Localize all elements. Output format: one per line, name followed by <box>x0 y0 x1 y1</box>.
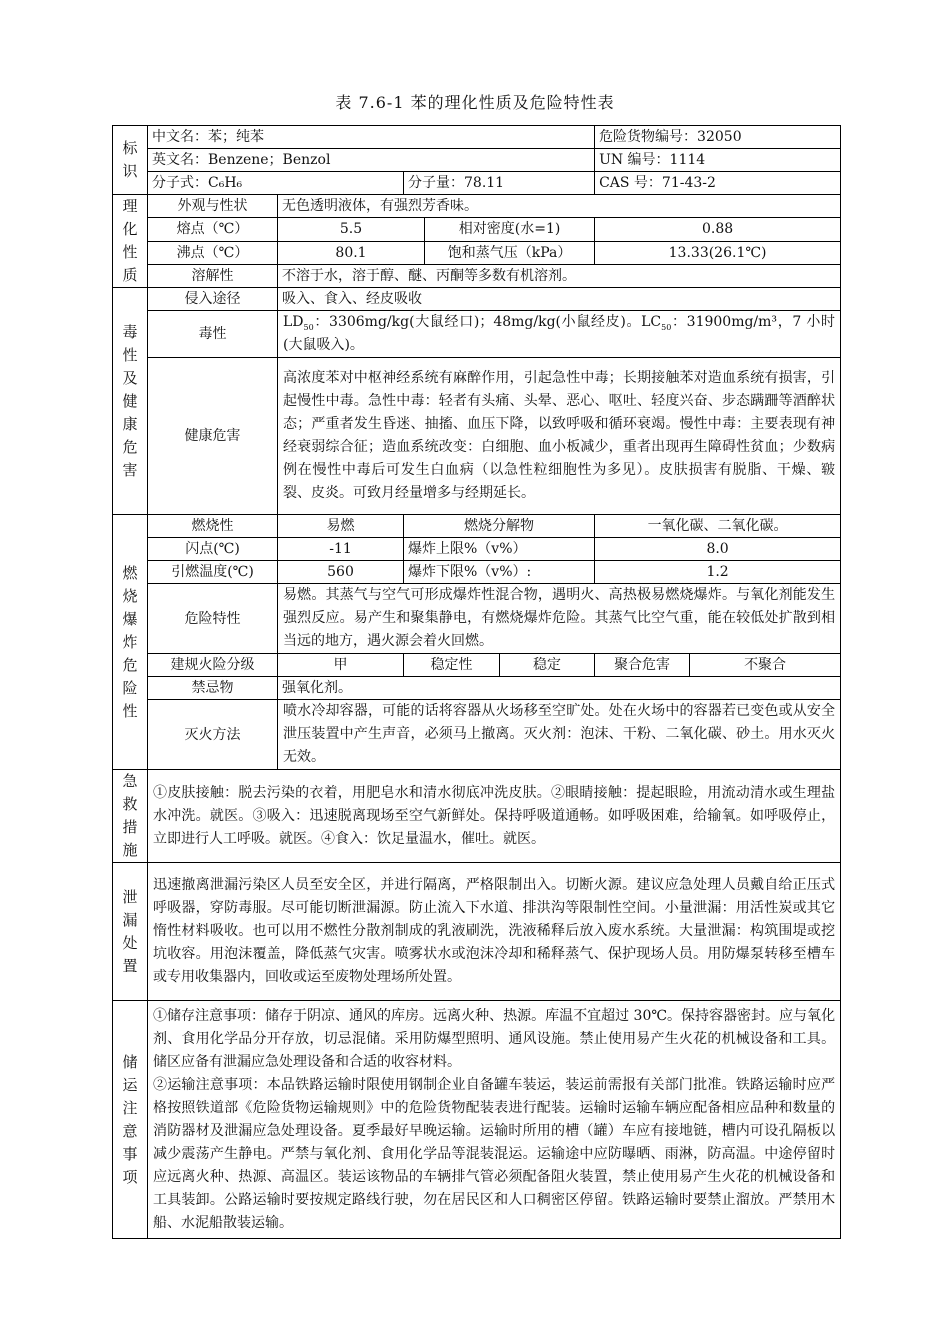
molecular-formula: 分子式：C₆H₆ <box>148 172 404 195</box>
toxicity-label: 毒性 <box>148 311 278 358</box>
hazard-value: 易燃。其蒸气与空气可形成爆炸性混合物，遇明火、高热极易燃烧爆炸。与氧化剂能发生强烈反应。易产生和聚集静电，有燃烧爆炸危险。其蒸气比空气重，能在较低处扩散到相当远的地方，遇火源会着火回燃。 <box>278 584 841 654</box>
lower-explosive-limit-label: 爆炸下限%（v%）: <box>404 561 595 584</box>
density-value: 0.88 <box>595 218 841 241</box>
extinguish-value: 喷水冷却容器，可能的话将容器从火场移至空旷处。处在火场中的容器若已变色或从安全泄压装置中产生声音，必须马上撤离。灭火剂：泡沫、干粉、二氧化碳、砂土。用水灭火无效。 <box>278 700 841 770</box>
category-physchem: 理化性质 <box>113 195 148 288</box>
melting-point-label: 熔点（℃） <box>148 218 278 241</box>
route-label: 侵入途径 <box>148 288 278 311</box>
hazard-label: 危险特性 <box>148 584 278 654</box>
category-fire: 燃烧爆炸危险性 <box>113 515 148 770</box>
lc50-subscript: 50 <box>661 322 672 332</box>
vapor-pressure-label: 饱和蒸气压（kPa） <box>425 241 595 264</box>
flammability-value: 易燃 <box>278 515 404 538</box>
solubility-label: 溶解性 <box>148 264 278 287</box>
benzene-property-table <box>112 125 841 1239</box>
category-leak: 泄漏处置 <box>113 863 148 1001</box>
flash-point-value: -11 <box>278 538 404 561</box>
toxicity-mid-text: ：3306mg/kg(大鼠经口)；48mg/kg(小鼠经皮)。LC <box>313 314 662 330</box>
storage-value <box>148 1001 841 1239</box>
toxicity-value <box>278 311 841 358</box>
dangerous-goods-number: 危险货物编号：32050 <box>595 126 841 149</box>
boiling-point-label: 沸点（℃） <box>148 241 278 264</box>
density-label: 相对密度(水=1) <box>425 218 595 241</box>
appearance-value: 无色透明液体，有强烈芳香味。 <box>278 195 841 218</box>
category-toxicity: 毒性及健康危害 <box>113 288 148 515</box>
english-name: 英文名：Benzene；Benzol <box>148 149 595 172</box>
decomposition-label: 燃烧分解物 <box>404 515 595 538</box>
first-aid-value: ①皮肤接触：脱去污染的衣着，用肥皂水和清水彻底冲洗皮肤。②眼睛接触：提起眼睑，用流动清水或生理盐水冲洗。就医。③吸入：迅速脱离现场至空气新鲜处。保持呼吸道通畅。如呼吸困难，给输氧。如呼吸停止，立即进行人工呼吸。就医。④食入：饮足量温水，催吐。就医。 <box>148 770 841 863</box>
un-number: UN 编号：1114 <box>595 149 841 172</box>
category-first-aid: 急救措施 <box>113 770 148 863</box>
cas-number: CAS 号：71-43-2 <box>595 172 841 195</box>
boiling-point-value: 80.1 <box>278 241 425 264</box>
lower-explosive-limit-value: 1.2 <box>595 561 841 584</box>
leak-value: 迅速撤离泄漏污染区人员至安全区，并进行隔离，严格限制出入。切断火源。建议应急处理人员戴自给正压式呼吸器，穿防毒服。尽可能切断泄漏源。防止流入下水道、排洪沟等限制性空间。小量泄漏：用活性炭或其它惰性材料吸收。也可以用不燃性分散剂制成的乳液刷洗，洗液稀释后放入废水系统。大量泄漏：构筑围堤或挖坑收容。用泡沫覆盖，降低蒸气灾害。喷雾状水或泡沫冷却和稀释蒸气、保护现场人员。用防爆泵转移至槽车或专用收集器内，回收或运至废物处理场所处置。 <box>148 863 841 1001</box>
category-identification: 标识 <box>113 126 148 195</box>
upper-explosive-limit-label: 爆炸上限%（v%） <box>404 538 595 561</box>
appearance-label: 外观与性状 <box>148 195 278 218</box>
toxicity-end-text: ：31900mg/m³，7 小时(大鼠吸入)。 <box>283 314 836 353</box>
polymerization-label: 聚合危害 <box>595 654 690 677</box>
table-title: 表 7.6-1 苯的理化性质及危险特性表 <box>335 93 615 112</box>
stability-label: 稳定性 <box>404 654 500 677</box>
solubility-value: 不溶于水，溶于醇、醚、丙酮等多数有机溶剂。 <box>278 264 841 287</box>
stability-value: 稳定 <box>500 654 595 677</box>
upper-explosive-limit-value: 8.0 <box>595 538 841 561</box>
extinguish-label: 灭火方法 <box>148 700 278 770</box>
ignition-temp-value: 560 <box>278 561 404 584</box>
molecular-weight: 分子量：78.11 <box>404 172 595 195</box>
chinese-name: 中文名：苯；纯苯 <box>148 126 595 149</box>
ld50-subscript: 50 <box>303 322 314 332</box>
ld-text: LD <box>283 314 304 330</box>
flash-point-label: 闪点(℃) <box>148 538 278 561</box>
vapor-pressure-value: 13.33(26.1℃) <box>595 241 841 264</box>
polymerization-value: 不聚合 <box>690 654 841 677</box>
decomposition-value: 一氧化碳、二氧化碳。 <box>595 515 841 538</box>
flammability-label: 燃烧性 <box>148 515 278 538</box>
incompatible-label: 禁忌物 <box>148 677 278 700</box>
ignition-temp-label: 引燃温度(℃) <box>148 561 278 584</box>
category-storage: 储运注意事项 <box>113 1001 148 1239</box>
fire-class-value: 甲 <box>278 654 404 677</box>
fire-class-label: 建规火险分级 <box>148 654 278 677</box>
transport-note: ②运输注意事项：本品铁路运输时限使用钢制企业自备罐车装运，装运前需报有关部门批准。铁路运输时应严格按照铁道部《危险货物运输规则》中的危险货物配装表进行配装。运输时运输车辆应配备相应品种和数量的消防器材及泄漏应急处理设备。夏季最好早晚运输。运输时所用的槽（罐）车应有接地链，槽内可设孔隔板以减少震荡产生静电。严禁与氧化剂、食用化学品等混装混运。运输途中应防曝晒、雨淋，防高温。中途停留时应远离火种、热源、高温区。装运该物品的车辆排气管必须配备阻火装置，禁止使用易产生火花的机械设备和工具装卸。公路运输时要按规定路线行驶，勿在居民区和人口稠密区停留。铁路运输时要禁止溜放。严禁用木船、水泥船散装运输。 <box>153 1076 836 1231</box>
melting-point-value: 5.5 <box>278 218 425 241</box>
health-hazard-value: 高浓度苯对中枢神经系统有麻醉作用，引起急性中毒；长期接触苯对造血系统有损害，引起慢性中毒。急性中毒：轻者有头痛、头晕、恶心、呕吐、轻度兴奋、步态蹒跚等酒醉状态；严重者发生昏迷、抽搐、血压下降，以致呼吸和循环衰竭。慢性中毒：主要表现有神经衰弱综合征；造血系统改变：白细胞、血小板减少，重者出现再生障碍性贫血；少数病例在慢性中毒后可发生白血病（以急性粒细胞性为多见）。皮肤损害有脱脂、干燥、皲裂、皮炎。可致月经量增多与经期延长。 <box>278 358 841 515</box>
incompatible-value: 强氧化剂。 <box>278 677 841 700</box>
health-hazard-label: 健康危害 <box>148 358 278 515</box>
route-value: 吸入、食入、经皮吸收 <box>278 288 841 311</box>
storage-note: ①储存注意事项：储存于阴凉、通风的库房。远离火种、热源。库温不宜超过 30℃。保持容器密封。应与氧化剂、食用化学品分开存放，切忌混储。采用防爆型照明、通风设施。禁止使用易产生火花的机械设备和工具。储区应备有泄漏应急处理设备和合适的收容材料。 <box>153 1007 836 1070</box>
